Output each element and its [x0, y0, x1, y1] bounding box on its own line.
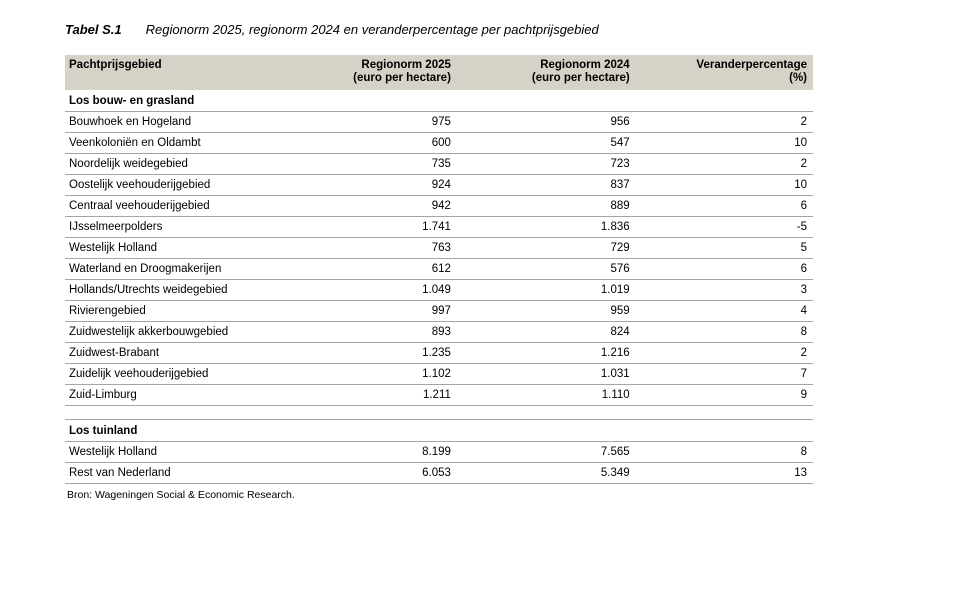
regionorm-table — [65, 55, 813, 484]
table-header — [65, 55, 813, 90]
cell-value: 6 — [636, 196, 813, 217]
cell-value: 612 — [309, 259, 457, 280]
cell-value: 893 — [309, 322, 457, 343]
header-row — [65, 55, 813, 90]
cell-region-name: Bouwhoek en Hogeland — [65, 112, 309, 133]
section-spacer-row — [65, 406, 813, 420]
table-row — [65, 385, 813, 406]
cell-region-name: Zuid-Limburg — [65, 385, 309, 406]
column-header-line2: (euro per hectare) — [531, 72, 630, 84]
cell-value: 1.211 — [309, 385, 457, 406]
table-row — [65, 364, 813, 385]
cell-region-name: Hollands/Utrechts weidegebied — [65, 280, 309, 301]
column-header-line1: Veranderpercentage — [696, 59, 807, 71]
table-row — [65, 238, 813, 259]
cell-region-name: Centraal veehouderijgebied — [65, 196, 309, 217]
cell-region-name: Westelijk Holland — [65, 442, 309, 463]
column-header-line1: Pachtprijsgebied — [69, 59, 162, 71]
cell-value: 600 — [309, 133, 457, 154]
table-row — [65, 442, 813, 463]
cell-value: 975 — [309, 112, 457, 133]
cell-value: 729 — [457, 238, 636, 259]
column-header-line2: (euro per hectare) — [353, 72, 451, 84]
cell-value: 1.102 — [309, 364, 457, 385]
cell-value: 9 — [636, 385, 813, 406]
column-header — [309, 55, 457, 90]
cell-value: 8 — [636, 322, 813, 343]
cell-value: 889 — [457, 196, 636, 217]
cell-value: 1.019 — [457, 280, 636, 301]
table-row — [65, 217, 813, 238]
cell-value: 924 — [309, 175, 457, 196]
cell-value: 2 — [636, 154, 813, 175]
table-row — [65, 154, 813, 175]
cell-value: 10 — [636, 133, 813, 154]
cell-value: 10 — [636, 175, 813, 196]
table-row — [65, 259, 813, 280]
cell-value: 5.349 — [457, 463, 636, 484]
cell-region-name: Noordelijk weidegebied — [65, 154, 309, 175]
table-caption-text: Regionorm 2025, regionorm 2024 en veranderpercentage per pachtprijsgebied — [145, 22, 599, 37]
cell-value: 1.031 — [457, 364, 636, 385]
cell-value: 3 — [636, 280, 813, 301]
cell-region-name: IJsselmeerpolders — [65, 217, 309, 238]
cell-region-name: Zuidwest-Brabant — [65, 343, 309, 364]
table-row — [65, 196, 813, 217]
cell-region-name: Zuidelijk veehouderijgebied — [65, 364, 309, 385]
cell-value: 1.110 — [457, 385, 636, 406]
spacer-cell — [65, 406, 813, 420]
cell-region-name: Rest van Nederland — [65, 463, 309, 484]
table-row — [65, 280, 813, 301]
cell-value: 837 — [457, 175, 636, 196]
cell-value: 959 — [457, 301, 636, 322]
table-row — [65, 343, 813, 364]
cell-value: 6 — [636, 259, 813, 280]
cell-value: 1.235 — [309, 343, 457, 364]
cell-value: 7.565 — [457, 442, 636, 463]
cell-value: 735 — [309, 154, 457, 175]
cell-value: 1.216 — [457, 343, 636, 364]
table-row — [65, 301, 813, 322]
table-row — [65, 133, 813, 154]
cell-region-name: Waterland en Droogmakerijen — [65, 259, 309, 280]
column-header — [65, 55, 309, 90]
cell-value: -5 — [636, 217, 813, 238]
cell-value: 13 — [636, 463, 813, 484]
section-header-row — [65, 90, 813, 112]
table-row — [65, 175, 813, 196]
section-title: Los tuinland — [65, 420, 813, 442]
cell-value: 2 — [636, 343, 813, 364]
table-row — [65, 463, 813, 484]
column-header-line2: (%) — [789, 72, 807, 84]
cell-value: 1.049 — [309, 280, 457, 301]
column-header — [636, 55, 813, 90]
column-header-line1: Regionorm 2024 — [540, 59, 630, 71]
table-figure — [65, 22, 813, 501]
cell-value: 8.199 — [309, 442, 457, 463]
cell-value: 824 — [457, 322, 636, 343]
cell-value: 1.836 — [457, 217, 636, 238]
table-row — [65, 112, 813, 133]
source-note: Bron: Wageningen Social & Economic Research. — [67, 489, 295, 501]
cell-value: 547 — [457, 133, 636, 154]
column-header-line1: Regionorm 2025 — [361, 59, 451, 71]
cell-value: 576 — [457, 259, 636, 280]
cell-region-name: Veenkoloniën en Oldambt — [65, 133, 309, 154]
cell-region-name: Westelijk Holland — [65, 238, 309, 259]
cell-value: 5 — [636, 238, 813, 259]
section-header-row — [65, 420, 813, 442]
section-title: Los bouw- en grasland — [65, 90, 813, 112]
cell-value: 723 — [457, 154, 636, 175]
cell-value: 8 — [636, 442, 813, 463]
table-body — [65, 90, 813, 484]
cell-value: 956 — [457, 112, 636, 133]
cell-region-name: Zuidwestelijk akkerbouwgebied — [65, 322, 309, 343]
cell-value: 7 — [636, 364, 813, 385]
table-row — [65, 322, 813, 343]
column-header — [457, 55, 636, 90]
cell-value: 6.053 — [309, 463, 457, 484]
cell-region-name: Oostelijk veehouderijgebied — [65, 175, 309, 196]
cell-value: 2 — [636, 112, 813, 133]
cell-value: 763 — [309, 238, 457, 259]
cell-value: 997 — [309, 301, 457, 322]
cell-value: 942 — [309, 196, 457, 217]
table-caption-label: Tabel S.1 — [65, 22, 122, 37]
cell-value: 1.741 — [309, 217, 457, 238]
cell-value: 4 — [636, 301, 813, 322]
table-caption — [65, 22, 813, 38]
cell-region-name: Rivierengebied — [65, 301, 309, 322]
